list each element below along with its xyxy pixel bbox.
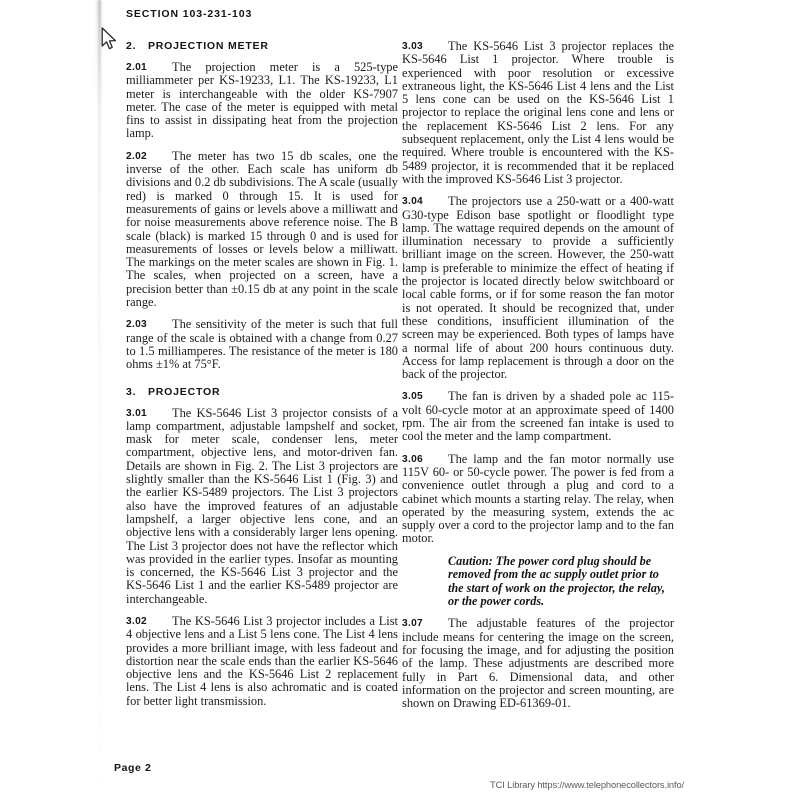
paragraph-3-02 (126, 615, 398, 708)
paragraph-number: 2.03 (126, 319, 148, 331)
library-watermark: TCI Library https://www.telephonecollectors.info/ (490, 780, 685, 790)
paragraph-3-04 (402, 195, 674, 381)
paragraph-number: 3.01 (126, 407, 148, 419)
paragraph-number: 3.06 (402, 453, 424, 465)
paragraph-text: The meter has two 15 db scales, one the inverse of the other. Each scale has uniform db divisions and 0.2 db subdivisions. The A scale (usually red) is marked 0 through 15. It is used for measurements of gains or levels above a milliwatt and for noise measurements above reference noise. The B scale (black) is marked 15 through 0 and is used for measurements of losses or levels below a milliwatt. The markings on the meter scales are shown in Fig. 1. The scales, when projected on a screen, have a precision better than ±0.15 db at any point in the scale range. (126, 148, 398, 310)
heading-projector (126, 386, 398, 398)
caution-label: Caution: (448, 553, 493, 568)
mouse-pointer-icon (101, 27, 118, 51)
heading-number: 2. (126, 40, 137, 52)
paragraph-2-01 (126, 61, 398, 141)
caution-text: The power cord plug should be removed from the ac supply outlet prior to the start of work on the projector, the relay, or the power cords. (448, 553, 665, 608)
paragraph-3-01 (126, 407, 398, 606)
paragraph-number: 3.07 (402, 618, 424, 630)
paragraph-number: 3.03 (402, 41, 424, 52)
paragraph-number: 2.01 (126, 62, 148, 73)
paragraph-2-02 (126, 150, 398, 310)
scan-edge-artifact-top (96, 0, 102, 120)
paragraph-text: The KS-5646 List 3 projector consists of a lamp compartment, adjustable lampshelf and socket, mask for meter scale, condenser lens, meter compartment, objective lens, and motor-driven fan. Details are shown in Fig. 2. The List 3 projectors are slightly smaller than the KS-5646 List 1 (Fig. 3) and the earlier KS-5489 projectors. The List 3 projectors also have the improved features of an adjustable lampshelf, a larger objective lens cone, and an objective lens with a considerably larger lens opening. The List 3 projector does not have the reflector which was provided in the earlier types. Insofar as mounting is concerned, the KS-5646 List 3 projector and the KS-5646 List 1 and the earlier KS-5489 projector are interchangeable. (126, 405, 398, 606)
paragraph-text: The adjustable features of the projector include means for centering the image on the screen, for focusing the image, and for adjusting the position of the lamp. These adjustments are described more fully in Part 6. Dimensional data, and other information on the projector and screen mounting, are shown on Drawing ED-61369-01. (402, 616, 674, 711)
right-text-column (402, 40, 674, 719)
heading-title: PROJECTION METER (148, 40, 269, 52)
left-text-column (126, 40, 398, 717)
caution-note (402, 555, 674, 609)
paragraph-3-06 (402, 453, 674, 546)
paragraph-3-07 (402, 617, 674, 710)
paragraph-text: The sensitivity of the meter is such that full range of the scale is obtained with a change from 0.27 to 1.5 milliamperes. The resistance of the meter is 180 ohms ±1% at 75°F. (126, 317, 398, 372)
heading-number: 3. (126, 385, 137, 398)
paragraph-text: The fan is driven by a shaded pole ac 115-volt 60-cycle motor at an approximate speed of 1400 rpm. The air from the screened fan intake is used to cool the meter and the lamp compartment. (402, 389, 674, 444)
paragraph-2-03 (126, 318, 398, 371)
paragraph-number: 2.02 (126, 150, 148, 162)
paragraph-text: The projectors use a 250-watt or a 400-watt G30-type Edison base spotlight or floodlight type lamp. The wattage required depends on the amount of illumination necessary to provide a sufficiently brilliant image on the screen. However, the 250-watt lamp is preferable to minimize the effect of heating if the projector is located directly below switchboard or local cable forms, or if for some reason the fan motor is not operated. It should be recognized that, under these conditions, insufficient illumination of the screen may be experienced. Both types of lamps have a normal life of about 200 hours continuous duty. Access for lamp replacement is through a door on the back of the projector. (402, 194, 674, 382)
page-number: Page 2 (114, 762, 152, 774)
paragraph-number: 3.02 (126, 615, 148, 627)
paragraph-text: The KS-5646 List 3 projector includes a List 4 objective lens and a List 5 lens cone. The List 4 lens provides a more brilliant image, with less fadeout and distortion near the scale ends than the earlier KS-5646 objective lens and the KS-5646 List 2 replacement lens. The List 4 lens is also achromatic and is coated for better light transmission. (126, 613, 398, 708)
paragraph-text: The projection meter is a 525-type milliammeter per KS-19233, L1. The KS-19233, L1 meter is interchangeable with the older KS-7907 meter. The case of the meter is equipped with metal fins to assist in dissipating heat from the projection lamp. (126, 60, 398, 141)
heading-projection-meter (126, 40, 398, 52)
paragraph-3-03 (402, 40, 674, 186)
heading-title: PROJECTOR (148, 385, 221, 398)
paragraph-text: The lamp and the fan motor normally use 115V 60- or 50-cycle power. The power is fed from a convenience outlet through a plug and cord to a cabinet which mounts a starting relay. The relay, when operated by the measuring system, extends the ac supply over a cord to the projector lamp and to the fan motor. (402, 451, 674, 546)
section-header: SECTION 103-231-103 (126, 8, 253, 20)
paragraph-3-05 (402, 390, 674, 443)
paragraph-text: The KS-5646 List 3 projector replaces the KS-5646 List 1 projector. Where trouble is experienced with poor resolution or excessive extraneous light, the KS-5646 List 4 lens and the List 5 lens cone can be used on the KS-5646 List 1 projector to replace the original lens cone and lens or the replacement KS-5646 List 2 lens. For any subsequent replacement, only the List 4 lens would be required. Where trouble is encountered with the KS-5489 projector, it is recommended that it be replaced with the improved KS-5646 List 3 projector. (402, 39, 674, 186)
paragraph-number: 3.04 (402, 196, 424, 208)
paragraph-number: 3.05 (402, 391, 424, 403)
